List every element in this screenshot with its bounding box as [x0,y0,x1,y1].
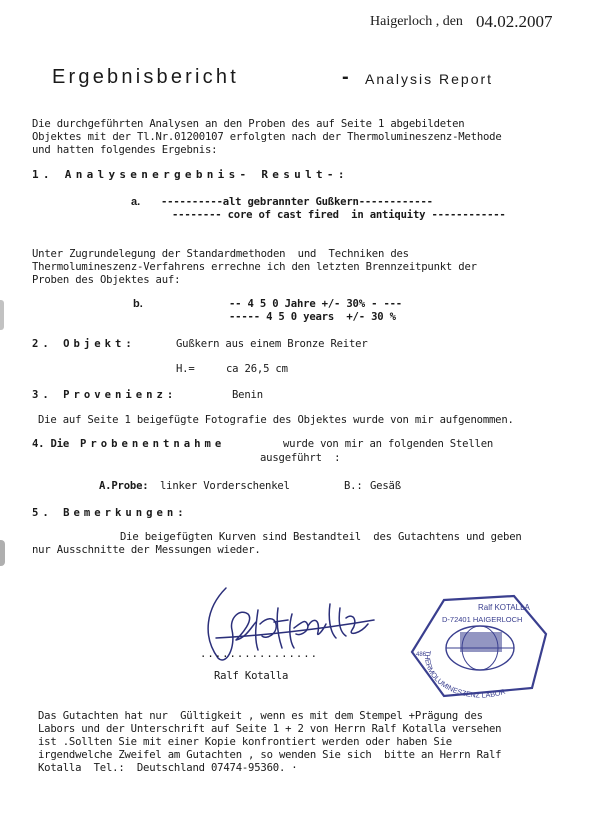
lab-stamp [404,592,554,702]
height-value: ca 26,5 cm [226,363,288,375]
method-line-2: Thermolumineszenz-Verfahrens errechne ich den letzten Brennzeitpunkt der [32,261,477,273]
result-b-en: ----- 4 5 0 years +/- 30 % [229,311,396,323]
page-title: Ergebnisbericht [52,66,239,88]
stamp-ring-text: THERMOLUMINESZENZ LABOR [423,649,507,700]
height-label: H.= [176,363,195,375]
section-2-heading: 2. Objekt: [32,338,136,350]
sample-b-label: B.: [344,480,363,492]
remarks-line-1: Die beigefügten Kurven sind Bestandteil des Gutachtens und geben [120,531,522,543]
sample-b-value: Gesäß [370,480,401,492]
signature-dotted-line: ................ [200,648,319,660]
provenance-value: Benin [232,389,263,401]
sampling-text-2: ausgeführt : [260,452,341,464]
stamp-side-number: 486 [416,652,427,658]
svg-text:THERMOLUMINESZENZ LABOR [423,650,506,700]
signature-name: Ralf Kotalla [214,670,289,682]
object-value: Gußkern aus einem Bronze Reiter [176,338,368,350]
method-line-3: Proben des Objektes auf: [32,274,181,286]
remarks-line-2: nur Ausschnitte der Messungen wieder. [32,544,261,556]
section-3-heading: 3. Provenienz: [32,389,178,401]
result-a-de: ----------alt gebrannter Gußkern------------ [161,196,433,208]
sample-a-label: A.Probe: [99,480,149,492]
header-place: Haigerloch , den [370,14,463,29]
result-a-en: -------- core of cast fired in antiquity ------------ [172,209,506,221]
footer-line-1: Das Gutachten hat nur Gültigkeit , wenn es mit dem Stempel +Prägung des [38,710,483,722]
section-4-heading: Probenentnahme [80,438,226,450]
stamp-line-2: D-72401 HAIGERLOCH [442,615,523,624]
result-b-de: -- 4 5 0 Jahre +/- 30% - --- [229,298,402,310]
title-dash: - [342,66,349,88]
provenance-note: Die auf Seite 1 beigefügte Fotografie des Objektes wurde von mir aufgenommen. [38,414,514,426]
page-subtitle: Analysis Report [365,71,494,87]
scan-edge-mark-2 [0,540,5,566]
footer-line-5: Kotalla Tel.: Deutschland 07474-95360. · [38,762,298,774]
stamp-line-1: Ralf KOTALLA [478,603,530,612]
result-b-label: b. [133,298,143,310]
footer-line-4: irgendwelche Zweifel am Gutachten , so wenden Sie sich bitte an Herrn Ralf [38,749,502,761]
method-line-1: Unter Zugrundelegung der Standardmethoden und Techniken des [32,248,409,260]
scan-edge-mark [0,300,4,330]
sample-a-value: linker Vorderschenkel [160,480,290,492]
header-date: 04.02.2007 [476,12,553,31]
sampling-text-1: wurde von mir an folgenden Stellen [283,438,494,450]
section-1-heading: 1. Analysenergebnis- Result-: [32,168,349,181]
section-5-heading: 5. Bemerkungen: [32,507,188,519]
footer-line-2: Labors und der Unterschrift auf Seite 1 + 2 von Herrn Ralf Kotalla versehen [38,723,502,735]
intro-line-1: Die durchgeführten Analysen an den Proben des auf Seite 1 abgebildeten [32,118,465,130]
intro-line-3: und hatten folgendes Ergebnis: [32,144,218,156]
section-4-heading-prefix: 4. Die [32,438,76,450]
stamp-emblem [460,632,502,652]
intro-line-2: Objektes mit der Tl.Nr.01200107 erfolgten nach der Thermolumineszenz-Methode [32,131,502,143]
footer-line-3: ist .Sollten Sie mit einer Kopie konfrontiert werden oder haben Sie [38,736,452,748]
result-a-label: a. [131,196,141,208]
